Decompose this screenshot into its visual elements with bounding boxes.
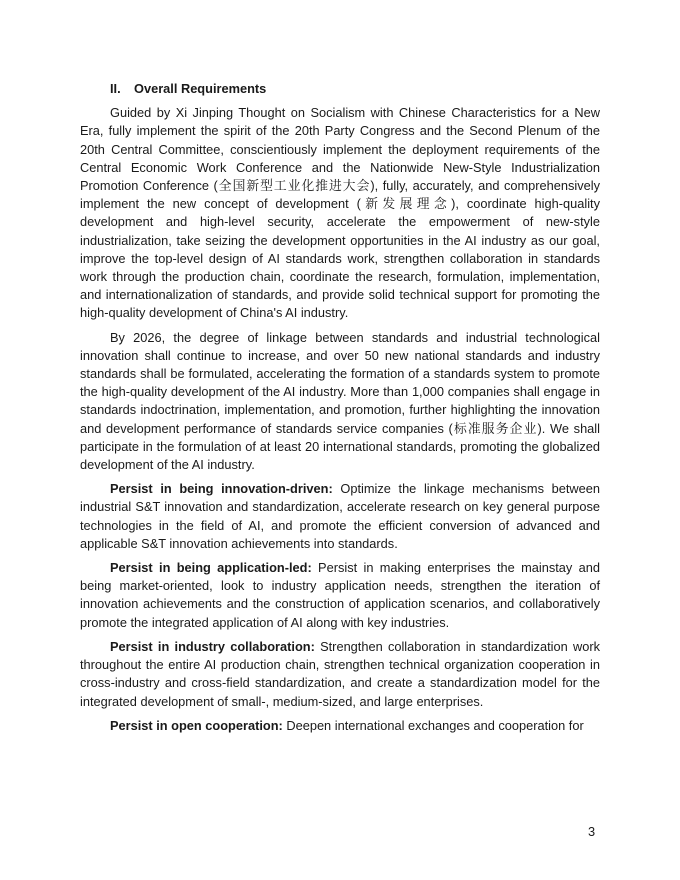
paragraph-industry-collaboration	[80, 638, 600, 711]
paragraph-2026-targets: By 2026, the degree of linkage between standards and industrial technological innovation shall continue to increase, and over 50 new national standards and industry standards shall be formulated, accelerating the formation of a standards system to promote the high-quality development of the AI industry. More than 1,000 companies shall engage in standards indoctrination, implementation, and promotion, further highlighting the innovation and development performance of standards service companies (标准服务企业). We shall participate in the formulation of at least 20 international standards, promoting the globalized development of the AI industry.	[80, 329, 600, 473]
section-number: II.	[110, 81, 121, 96]
principle-body-application: Persist in making enterprises the mainstay and being market-oriented, look to industry application needs, strengthen the iteration of innovation achievements and the construction of application scenarios, and collaboratively promote the integrated application of AI along with key industries.	[80, 560, 600, 630]
paragraph-open-cooperation	[80, 717, 600, 735]
section-title: Overall Requirements	[134, 81, 267, 96]
section-heading	[110, 80, 600, 98]
paragraph-application-led	[80, 559, 600, 632]
principle-body-collaboration: Strengthen collaboration in standardization work throughout the entire AI production chain, strengthen technical organization cooperation in cross-industry and cross-field standardization, and create a standardization model for the integrated development of small-, medium-sized, and large enterprises.	[80, 638, 600, 709]
principle-lead-innovation: Persist in being innovation-driven:	[110, 481, 333, 497]
paragraph-innovation-driven	[80, 480, 600, 553]
principle-lead-application: Persist in being application-led:	[110, 560, 312, 576]
paragraph-guiding-principles: Guided by Xi Jinping Thought on Socialism with Chinese Characteristics for a New Era, fully implement the spirit of the 20th Party Congress and the Second Plenum of the 20th Central Committee, conscientiously implement the deployment requirements of the Central Economic Work Conference and the Nationwide New-Style Industrialization Promotion Conference (全国新型工业化推进大会), fully, accurately, and comprehensively implement the new concept of development (新发展理念), coordinate high-quality development and high-level security, accelerate the empowerment of new-style industrialization, take seizing the development opportunities in the AI industry as our goal, improve the top-level design of AI standards work, strengthen collaboration in standards work through the production chain, coordinate the research, formulation, implementation, and internationalization of standards, and provide solid technical support for promoting the high-quality development of China's AI industry.	[80, 105, 600, 321]
principle-lead-open-cooperation: Persist in open cooperation:	[110, 717, 283, 733]
principle-lead-collaboration: Persist in industry collaboration:	[110, 638, 315, 654]
page-content	[80, 80, 600, 741]
page-number: 3	[588, 824, 596, 839]
principle-body-innovation: Optimize the linkage mechanisms between industrial S&T innovation and standardization, accelerate research on key general purpose technologies in the field of AI, and promote the efficient conversion of advanced and applicable S&T innovation achievements into standards.	[80, 481, 600, 551]
principle-body-open-cooperation: Deepen international exchanges and cooperation for	[282, 717, 584, 733]
